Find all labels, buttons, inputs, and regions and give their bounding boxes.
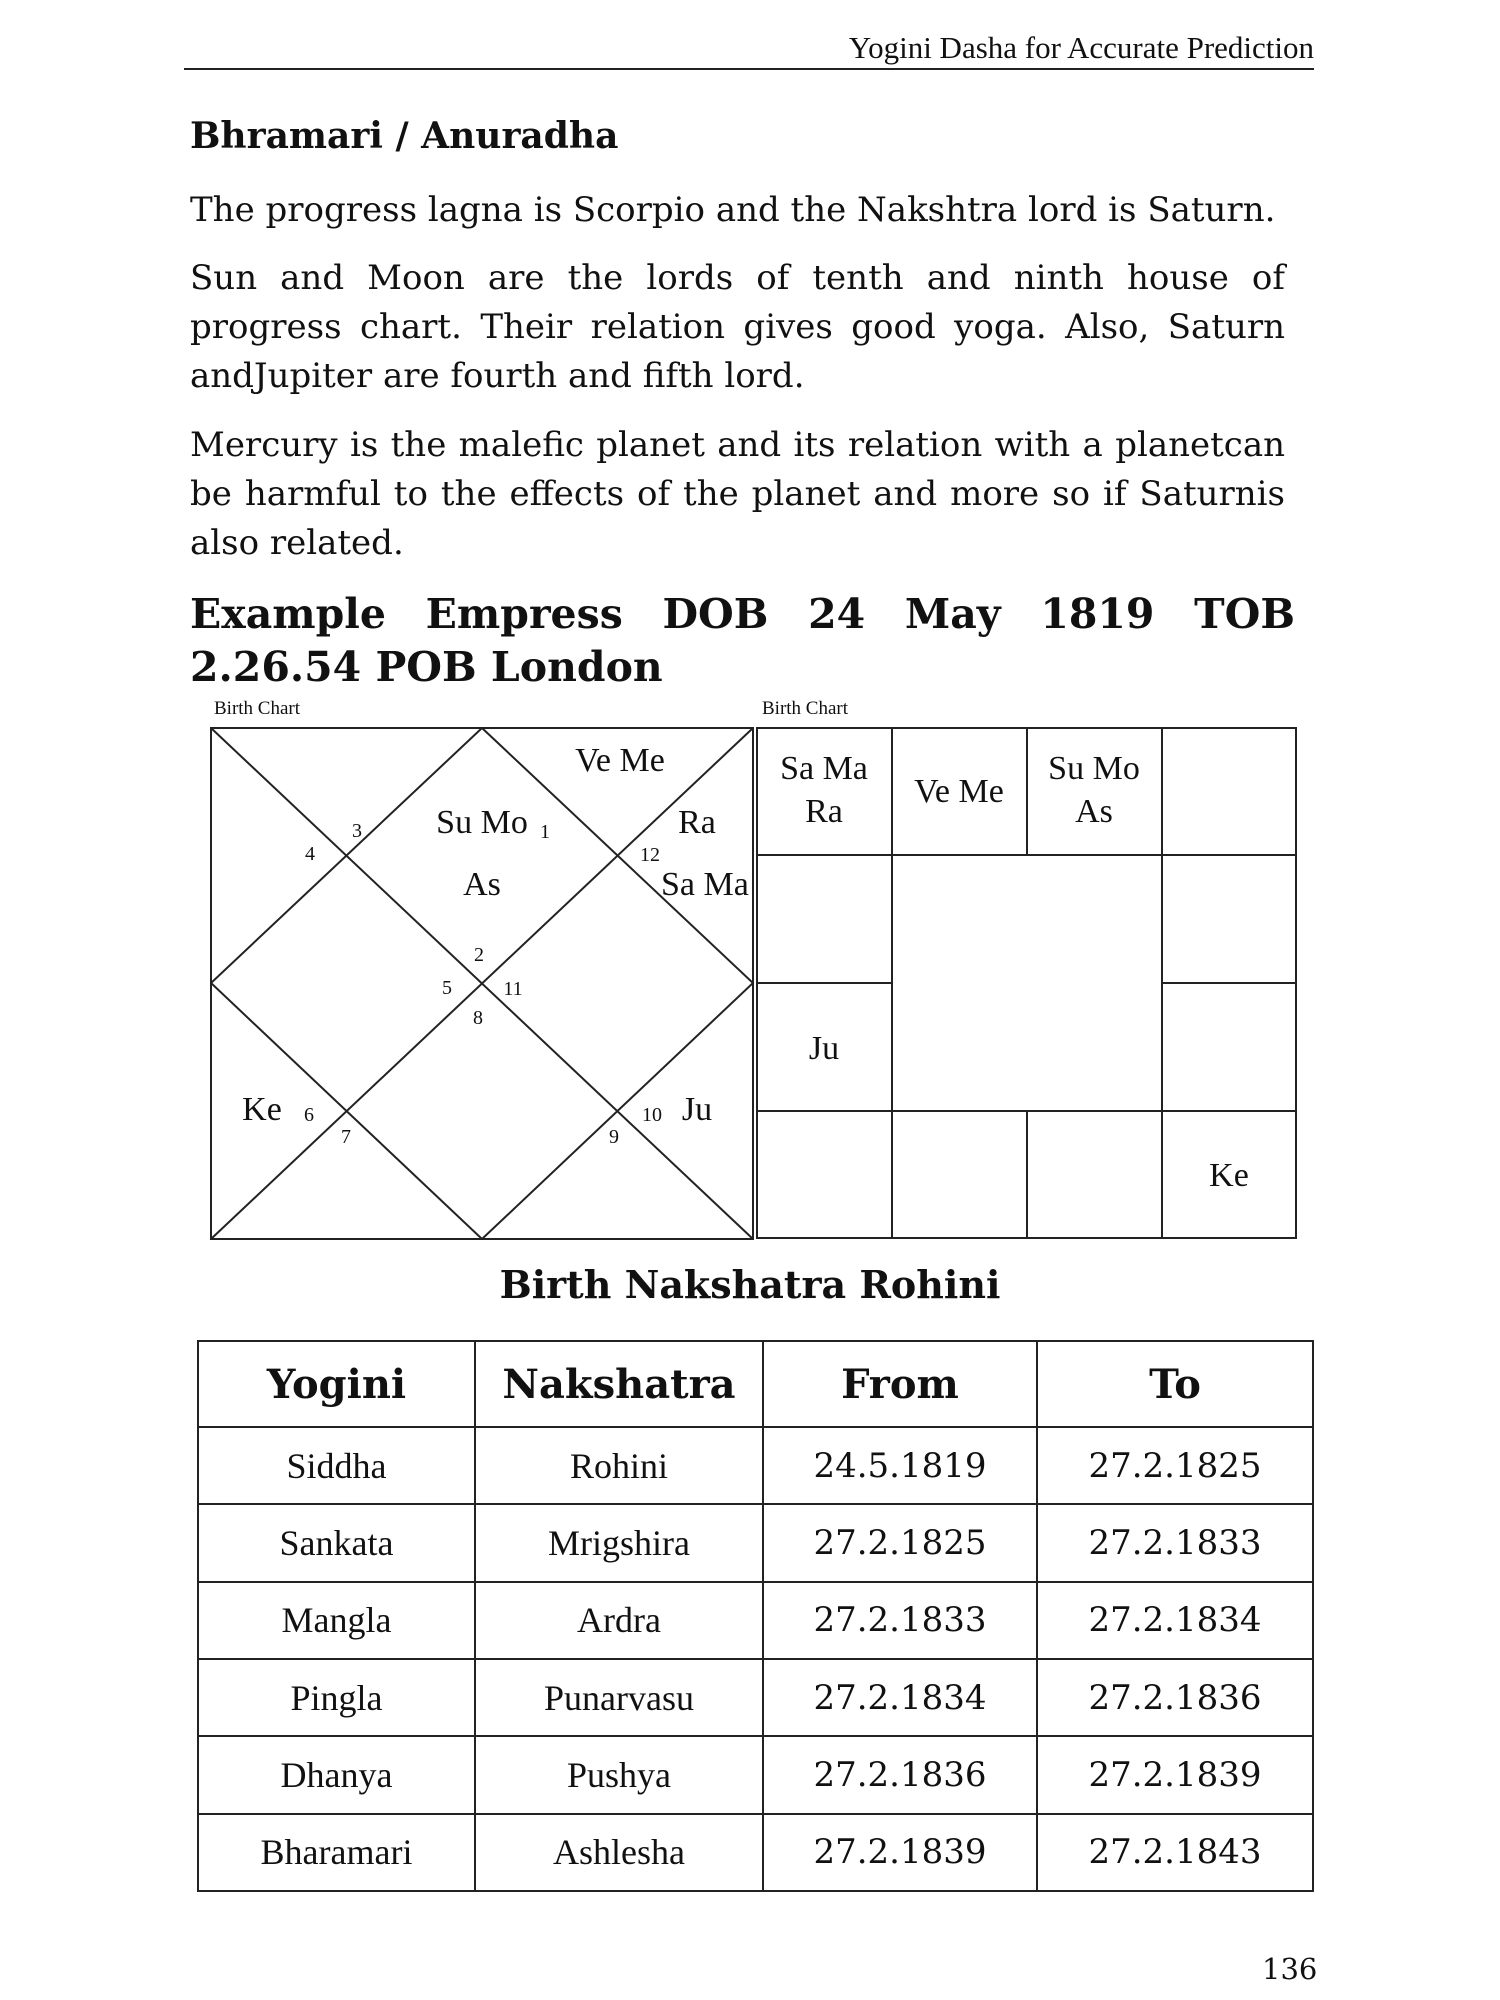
planets-house-2b: As [463,866,501,903]
yogini-dasha-table [197,1340,1314,1892]
south-cell-1b: Ra [805,793,843,830]
south-cell-3b: As [1075,793,1113,830]
house-number-10: 10 [642,1104,662,1126]
from-cell: 24.5.1819 [763,1427,1037,1504]
to-cell: 27.2.1834 [1037,1582,1313,1659]
nakshatra-cell: Ashlesha [475,1814,763,1891]
to-cell: 27.2.1833 [1037,1504,1313,1581]
page-number: 136 [1262,1952,1318,1986]
yogini-cell: Mangla [198,1582,475,1659]
table-row [198,1736,1313,1813]
south-cell-3a: Su Mo [1048,750,1140,787]
from-cell: 27.2.1833 [763,1582,1037,1659]
house-number-3: 3 [352,820,362,842]
section-subheading: Bhramari / Anuradha [190,115,619,157]
nakshatra-cell: Punarvasu [475,1659,763,1736]
house-number-4: 4 [305,843,315,865]
from-cell: 27.2.1836 [763,1736,1037,1813]
planets-house-2a: Su Mo [436,804,528,841]
from-cell: 27.2.1825 [763,1504,1037,1581]
south-cell-ju: Ju [808,1030,840,1067]
nakshatra-cell: Pushya [475,1736,763,1813]
nakshatra-cell: Rohini [475,1427,763,1504]
header-rule [184,68,1314,70]
paragraph-1: The progress lagna is Scorpio and the Nakshtra lord is Saturn. [190,190,1276,230]
to-cell: 27.2.1843 [1037,1814,1313,1891]
to-cell: 27.2.1836 [1037,1659,1313,1736]
table-row [198,1427,1313,1504]
nakshatra-cell: Mrigshira [475,1504,763,1581]
north-indian-chart [210,727,754,1240]
south-cell-2: Ve Me [914,773,1004,810]
south-cell-ke: Ke [1209,1157,1249,1194]
column-header: Nakshatra [475,1341,763,1427]
planets-house-12a: Ra [678,804,716,841]
south-chart-caption: Birth Chart [762,698,849,719]
house-number-2: 2 [474,944,484,966]
south-indian-chart [756,727,1298,1240]
house-number-6: 6 [304,1104,314,1126]
table-row [198,1504,1313,1581]
north-chart-caption: Birth Chart [214,698,301,719]
example-heading: Example Empress DOB 24 May 1819 TOB 2.26.54 POB London [190,590,1295,691]
to-cell: 27.2.1839 [1037,1736,1313,1813]
house-number-8: 8 [473,1007,483,1029]
to-cell: 27.2.1825 [1037,1427,1313,1504]
column-header: Yogini [198,1341,475,1427]
paragraph-2: Sun and Moon are the lords of tenth and ninth house of progress chart. Their relation gives good yoga. Also, Saturn andJupiter are fourth and fifth lord. [190,258,1285,396]
yogini-cell: Dhanya [198,1736,475,1813]
planets-house-10: Ju [681,1091,713,1128]
house-number-5: 5 [442,977,452,999]
house-number-7: 7 [341,1126,351,1148]
column-header: To [1037,1341,1313,1427]
planets-house-1: Ve Me [575,742,665,779]
running-header: Yogini Dasha for Accurate Prediction [848,30,1314,65]
nakshatra-cell: Ardra [475,1582,763,1659]
planets-house-6: Ke [242,1091,282,1128]
yogini-cell: Siddha [198,1427,475,1504]
house-number-12: 12 [640,844,660,866]
table-header-row [198,1341,1313,1427]
nakshatra-title: Birth Nakshatra Rohini [499,1262,1001,1307]
paragraph-3: Mercury is the malefic planet and its relation with a planetcan be harmful to the effects of the planet and more so if Saturnis also related. [190,425,1285,563]
column-header: From [763,1341,1037,1427]
south-cell-1a: Sa Ma [780,750,868,787]
from-cell: 27.2.1839 [763,1814,1037,1891]
table-row [198,1659,1313,1736]
yogini-cell: Pingla [198,1659,475,1736]
yogini-cell: Sankata [198,1504,475,1581]
table-row [198,1582,1313,1659]
from-cell: 27.2.1834 [763,1659,1037,1736]
house-number-1: 1 [540,821,550,843]
table-row [198,1814,1313,1891]
planets-house-12b: Sa Ma [661,866,749,903]
yogini-cell: Bharamari [198,1814,475,1891]
house-number-9: 9 [609,1126,619,1148]
house-number-11: 11 [503,978,523,1000]
